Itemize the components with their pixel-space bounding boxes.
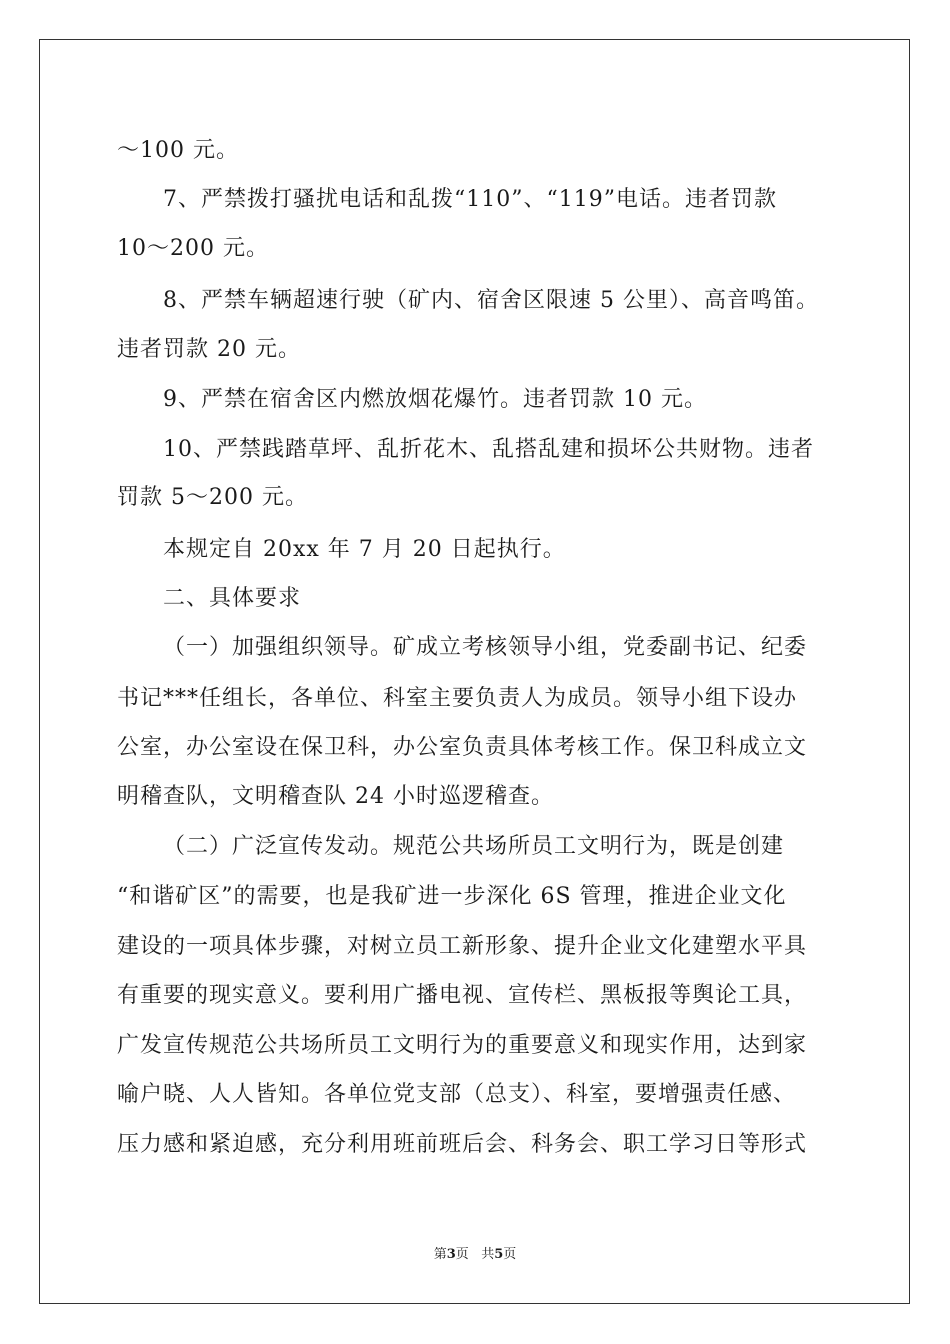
text-line: 本规定自 20xx 年 7 月 20 日起执行。 (163, 537, 566, 562)
text-line: 10～200 元。 (117, 236, 269, 261)
footer-page-current: 3 (446, 1247, 456, 1262)
text-line: 罚款 5～200 元。 (117, 485, 308, 510)
text-line: 喻户晓、人人皆知。各单位党支部（总支）、科室，要增强责任感、 (117, 1082, 797, 1107)
section-heading: 二、具体要求 (163, 586, 302, 611)
footer-page-total: 5 (494, 1247, 504, 1262)
page-footer (0, 1246, 950, 1264)
text-line: 10、严禁践踏草坪、乱折花木、乱搭乱建和损坏公共财物。违者 (163, 437, 814, 462)
text-line: “和谐矿区”的需要，也是我矿进一步深化 6S 管理，推进企业文化 (117, 884, 787, 909)
text-line: 有重要的现实意义。要利用广播电视、宣传栏、黑板报等舆论工具， (117, 983, 808, 1008)
page-border (39, 39, 910, 1304)
text-line: （一）加强组织领导。矿成立考核领导小组，党委副书记、纪委 (163, 635, 808, 660)
text-line: 违者罚款 20 元。 (117, 337, 301, 362)
text-line: （二）广泛宣传发动。规范公共场所员工文明行为，既是创建 (163, 834, 785, 859)
text-line: 8、严禁车辆超速行驶（矿内、宿舍区限速 5 公里）、高音鸣笛。 (163, 288, 819, 313)
footer-total-prefix: 共 (481, 1247, 495, 1262)
text-line: 明稽查队，文明稽查队 24 小时巡逻稽查。 (117, 784, 554, 809)
footer-page-suffix: 页 (455, 1247, 469, 1262)
text-line: 书记***任组长，各单位、科室主要负责人为成员。领导小组下设办 (117, 686, 798, 711)
footer-page-prefix: 第 (433, 1247, 447, 1262)
footer-total-suffix: 页 (503, 1247, 517, 1262)
text-line: 压力感和紧迫感，充分利用班前班后会、科务会、职工学习日等形式 (117, 1132, 808, 1157)
text-line: 7、严禁拨打骚扰电话和乱拨“110”、“119”电话。违者罚款 (163, 187, 777, 212)
text-line: 公室，办公室设在保卫科，办公室负责具体考核工作。保卫科成立文 (117, 735, 808, 760)
text-line: 广发宣传规范公共场所员工文明行为的重要意义和现实作用，达到家 (117, 1033, 808, 1058)
text-line: 建设的一项具体步骤，对树立员工新形象、提升企业文化建塑水平具 (117, 934, 808, 959)
text-line: 9、严禁在宿舍区内燃放烟花爆竹。违者罚款 10 元。 (163, 387, 707, 412)
text-line: ～100 元。 (117, 138, 239, 163)
